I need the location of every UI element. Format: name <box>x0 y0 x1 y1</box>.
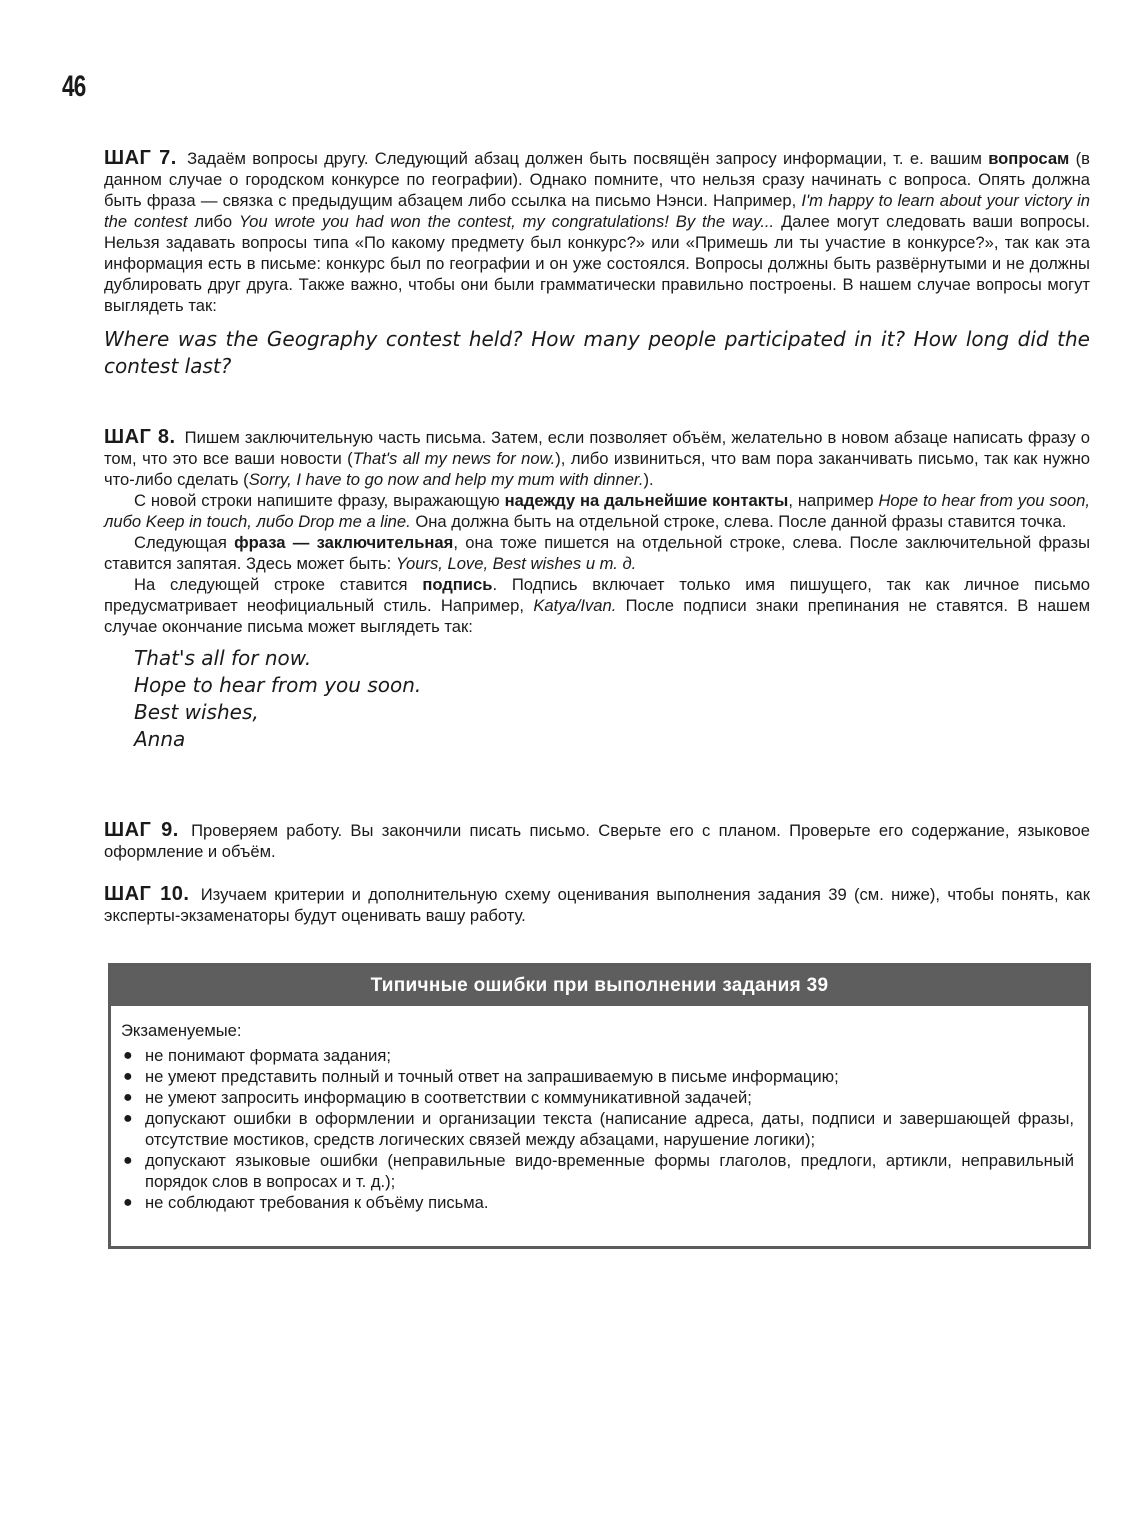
step-10-label: ШАГ 10. <box>104 883 190 905</box>
list-item: ● не умеют представить полный и точный ответ на запрашиваемую в письме информацию; <box>123 1067 839 1086</box>
step-7-example-questions: Where was the Geography contest held? How many people participated in it? How long did the contest last? <box>104 327 1090 378</box>
step-8-paragraph: ШАГ 8. Пишем заключительную часть письма. Затем, если позволяет объём, желательно в новом абзаце написать фразу о том, что это все ваши новости (That's all my news for now.), либо извиниться, что вам пора заканчивать письмо, так как нужно что-либо сделать (Sorry, I have to go now and help my mum with dinner.). <box>104 426 1090 489</box>
bullet-icon: ● <box>123 1068 133 1085</box>
step-8-signature-paragraph: На следующей строке ставится подпись. Подпись включает только имя пишущего, так как личное письмо предусматривает неофициальный стиль. Например, Katya/Ivan. После подписи знаки препинания не ставятся. В нашем случае окончание письма может выглядеть так: <box>104 575 1091 636</box>
typical-errors-box <box>108 963 1091 1249</box>
step-7-section <box>104 148 1090 380</box>
list-item: ● не соблюдают требования к объёму письма. <box>123 1193 489 1212</box>
typical-errors-intro: Экзаменуемые: <box>121 1021 242 1040</box>
step-8-contacts-paragraph: С новой строки напишите фразу, выражающую надежду на дальнейшие контакты, например Hope to hear from you soon, либо Keep in touch, либо Drop me a line. Она должна быть на отдельной строке, слева. После данной фразы ставится точка. <box>104 491 1090 531</box>
bullet-icon: ● <box>123 1110 133 1127</box>
step-9-section <box>104 820 1090 862</box>
list-item: ● не умеют запросить информацию в соответствии с коммуникативной задачей; <box>123 1088 752 1107</box>
step-9-paragraph: ШАГ 9. Проверяем работу. Вы закончили писать письмо. Сверьте его с планом. Проверьте его содержание, языковое оформление и объём. <box>104 819 1090 861</box>
ending-line: That's all for now. <box>134 646 312 670</box>
typical-errors-title: Типичные ошибки при выполнении задания 39 <box>111 966 1088 1006</box>
step-8-section <box>104 427 1090 753</box>
bullet-icon: ● <box>123 1194 133 1211</box>
step-7-paragraph: ШАГ 7. Задаём вопросы другу. Следующий абзац должен быть посвящён запросу информации, т. е. вашим вопросам (в данном случае о городском конкурсе по географии). Однако помните, что нельзя сразу начинать с вопроса. Опять должна быть фраза — связка с предыдущим абзацем либо ссылка на письмо Нэнси. Например, I'm happy to learn about your victory in the contest либо You wrote you had won the contest, my congratulations! By the way... Далее могут следовать ваши вопросы. Нельзя задавать вопросы типа «По какому предмету был конкурс?» или «Примешь ли ты участие в конкурсе?», так как эта информация есть в письме: конкурс был по географии и он уже состоялся. Вопросы должны быть развёрнутыми и не должны дублировать друг друга. Также важно, чтобы они были грамматически правильно построены. В нашем случае вопросы могут выглядеть так: <box>104 147 1091 315</box>
bullet-icon: ● <box>123 1152 133 1169</box>
ending-line: Hope to hear from you soon. <box>134 673 422 697</box>
step-8-closing-paragraph: Следующая фраза — заключительная, она тоже пишется на отдельной строке, слева. После заключительной фразы ставится запятая. Здесь может быть: Yours, Love, Best wishes и т. д. <box>104 533 1090 573</box>
letter-ending-example <box>134 645 1090 753</box>
ending-line: Best wishes, <box>134 700 259 724</box>
step-9-label: ШАГ 9. <box>104 819 179 841</box>
list-item: ● допускают ошибки в оформлении и организации текста (написание адреса, даты, подписи и завершающей фразы, отсутствие мостиков, средств логических связей между абзацами, нарушение логики); <box>123 1109 1074 1149</box>
bullet-icon: ● <box>123 1089 133 1106</box>
typical-errors-list <box>111 1045 1088 1213</box>
step-7-label: ШАГ 7. <box>104 147 177 169</box>
step-8-label: ШАГ 8. <box>104 426 176 448</box>
list-item: ● допускают языковые ошибки (неправильные видо-временные формы глаголов, предлоги, артикли, неправильный порядок слов в вопросах и т. д.); <box>123 1151 1074 1191</box>
step-10-section <box>104 884 1090 926</box>
ending-line: Anna <box>134 727 186 751</box>
step-10-paragraph: ШАГ 10. Изучаем критерии и дополнительную схему оценивания выполнения задания 39 (см. ниже), чтобы понять, как эксперты-экзаменаторы будут оценивать вашу работу. <box>104 883 1090 925</box>
page-number: 46 <box>62 70 86 103</box>
list-item: ● не понимают формата задания; <box>123 1046 391 1065</box>
bullet-icon: ● <box>123 1047 133 1064</box>
